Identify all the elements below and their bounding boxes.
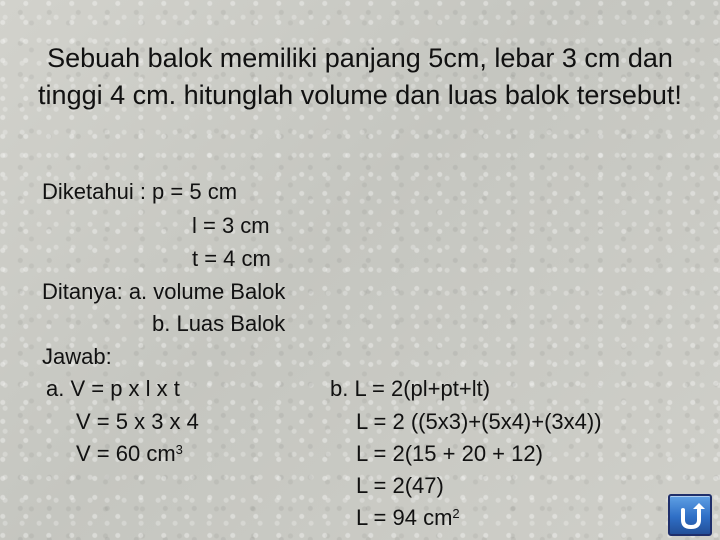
luas-result [356,503,460,533]
volume-substitution: V = 5 x 3 x 4 [76,409,199,434]
volume-formula: a. V = p x l x t [46,376,180,401]
ditanya-luas: b. Luas Balok [152,311,286,336]
luas-formula [330,374,490,404]
luas-formula-prefix: b. [330,376,355,401]
jawab-label: Jawab: [42,344,112,369]
volume-result-exponent: 3 [175,442,183,457]
luas-result-exponent: 2 [452,506,460,521]
return-button[interactable] [668,494,712,536]
volume-result-text: V = 60 cm [76,441,176,466]
return-arrow-icon [676,501,706,531]
diketahui-lebar: l = 3 cm [192,213,270,238]
luas-substitution: L = 2 ((5x3)+(5x4)+(3x4)) [356,409,602,434]
luas-sum: L = 2(15 + 20 + 12) [356,441,543,466]
luas-result-text: L = 94 cm [356,505,453,530]
slide-title: Sebuah balok memiliki panjang 5cm, lebar 3 cm dan tinggi 4 cm. hitunglah volume dan luas balok tersebut! [38,43,682,110]
luas-total: L = 2(47) [356,473,444,498]
diketahui-panjang: Diketahui : p = 5 cm [42,179,238,204]
volume-result [76,439,183,469]
ditanya-volume: Ditanya: a. volume Balok [42,279,286,304]
diketahui-tinggi: t = 4 cm [192,246,271,271]
luas-formula-text: L = 2(pl+pt+lt) [354,376,491,401]
